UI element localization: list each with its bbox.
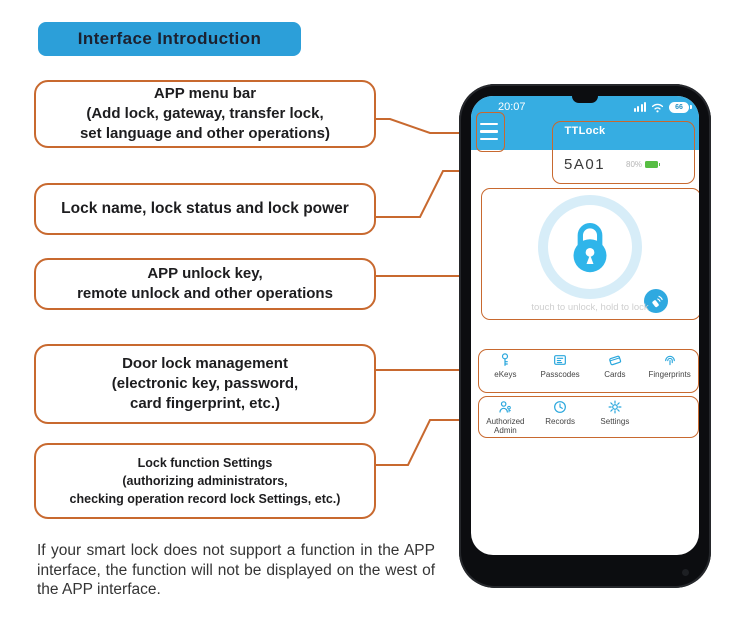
menu-item-records[interactable]: Records [533,399,588,436]
connector-line-5 [376,420,466,465]
battery-icon: 66 [669,102,689,113]
menu-item-fingerprints[interactable]: Fingerprints [642,352,697,391]
card-icon [607,352,623,368]
status-time: 20:07 [498,101,526,113]
page-title: Interface Introduction [38,22,301,56]
unlock-panel [481,188,699,318]
connector-line-1 [376,119,466,133]
signal-icon [634,102,647,112]
padlock-icon [559,216,621,278]
status-icons [634,101,690,113]
unlock-hint: touch to unlock, hold to lock [531,302,649,313]
callout-lock-name-status: Lock name, lock status and lock power [34,183,376,235]
phone-screen [471,96,699,555]
passcode-icon [552,352,568,368]
fingerprint-icon [662,352,678,368]
connector-line-2 [376,171,466,217]
ekey-icon [497,352,513,368]
lock-battery-icon [645,161,658,168]
menu-item-cards[interactable]: Cards [588,352,643,391]
menu-item-settings[interactable]: Settings [588,399,643,436]
wifi-icon [651,102,664,113]
callout-app-unlock-key: APP unlock key, remote unlock and other operations [34,258,376,310]
footer-note: If your smart lock does not support a function in the APP interface, the function will not be displayed on the west of the APP interface. [37,542,435,599]
callout-lock-function-settings: Lock function Settings (authorizing administrators, checking operation record lock Settings, etc.) [34,443,376,519]
callout-app-menu-bar: APP menu bar (Add lock, gateway, transfer lock, set language and other operations) [34,80,376,148]
records-icon [552,399,568,415]
lock-battery-percent: 80% [626,160,643,169]
unlock-button[interactable] [538,195,642,299]
menu-row-2 [478,399,697,436]
settings-icon [607,399,623,415]
lock-info-row [471,150,699,180]
authorized-admin-icon [497,399,513,415]
app-header [471,96,699,150]
menu-row-1 [478,352,697,391]
menu-item-ekeys[interactable]: eKeys [478,352,533,391]
app-title: TTLock [564,125,606,137]
phone-frame [459,84,711,588]
camera-notch [572,96,598,103]
menu-item-authorized-admin[interactable]: Authorized Admin [478,399,533,436]
menu-item-passcodes[interactable]: Passcodes [533,352,588,391]
callout-door-lock-management: Door lock management (electronic key, password, card fingerprint, etc.) [34,344,376,424]
lock-name: 5A01 [564,156,606,173]
chin-camera-dot [682,569,689,576]
